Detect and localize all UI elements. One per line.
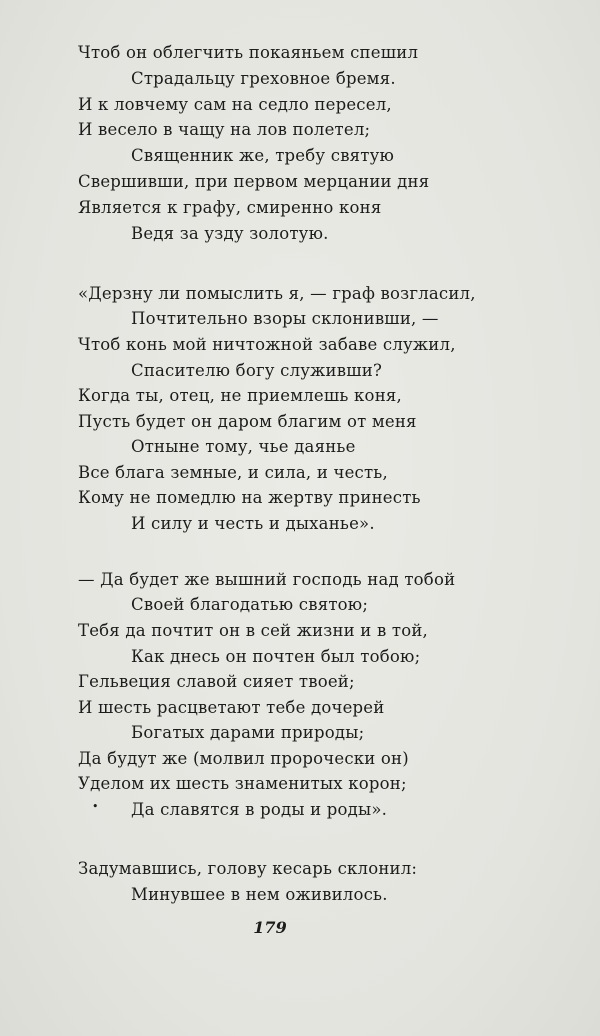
verse-line: Отныне тому, чье даянье xyxy=(131,437,356,456)
verse-line: Как днесь он почтен был тобою; xyxy=(131,647,421,666)
verse-line: Все блага земные, и сила, и честь, xyxy=(78,463,388,482)
verse-line: Является к графу, смиренно коня xyxy=(78,198,382,217)
verse-line: Спасителю богу служивши? xyxy=(131,361,383,380)
verse-line: Тебя да почтит он в сей жизни и в той, xyxy=(78,621,428,640)
verse-line: «Дерзну ли помыслить я, — граф возгласил, xyxy=(78,284,476,303)
verse-line: И весело в чащу на лов полетел; xyxy=(78,120,371,139)
verse-line: Свершивши, при первом мерцании дня xyxy=(78,172,430,191)
verse-line: Да славятся в роды и роды». xyxy=(131,800,388,819)
verse-line: Уделом их шесть знаменитых корон; xyxy=(78,774,407,793)
verse-line: — Да будет же вышний господь над тобой xyxy=(78,570,456,589)
verse-line: Богатых дарами природы; xyxy=(131,723,365,742)
verse-line: И силу и честь и дыханье». xyxy=(131,514,375,533)
verse-line: Чтоб он облегчить покаяньем спешил xyxy=(78,43,419,62)
verse-line: Кому не помедлю на жертву принесть xyxy=(78,488,421,507)
verse-line: Гельвеция славой сияет твоей; xyxy=(78,672,355,691)
verse-line: Почтительно взоры склонивши, — xyxy=(131,309,439,328)
verse-line: Пусть будет он даром благим от меня xyxy=(78,412,417,431)
verse-line: Задумавшись, голову кесарь склонил: xyxy=(78,859,418,878)
verse-line: И к ловчему сам на седло пересел, xyxy=(78,95,392,114)
verse-line: Минувшее в нем оживилось. xyxy=(131,885,388,904)
bullet-mark: • xyxy=(92,800,99,813)
verse-line: Своей благодатью святою; xyxy=(131,595,369,614)
verse-line: Да будут же (молвил пророчески он) xyxy=(78,749,409,768)
page-number: 179 xyxy=(253,918,287,937)
verse-line: И шесть расцветают тебе дочерей xyxy=(78,698,385,717)
verse-line: Страдальцу греховное бремя. xyxy=(131,69,396,88)
verse-line: Священник же, требу святую xyxy=(131,146,395,165)
verse-line: Ведя за узду золотую. xyxy=(131,224,329,243)
verse-line: Когда ты, отец, не приемлешь коня, xyxy=(78,386,402,405)
verse-line: Чтоб конь мой ничтожной забаве служил, xyxy=(78,335,456,354)
